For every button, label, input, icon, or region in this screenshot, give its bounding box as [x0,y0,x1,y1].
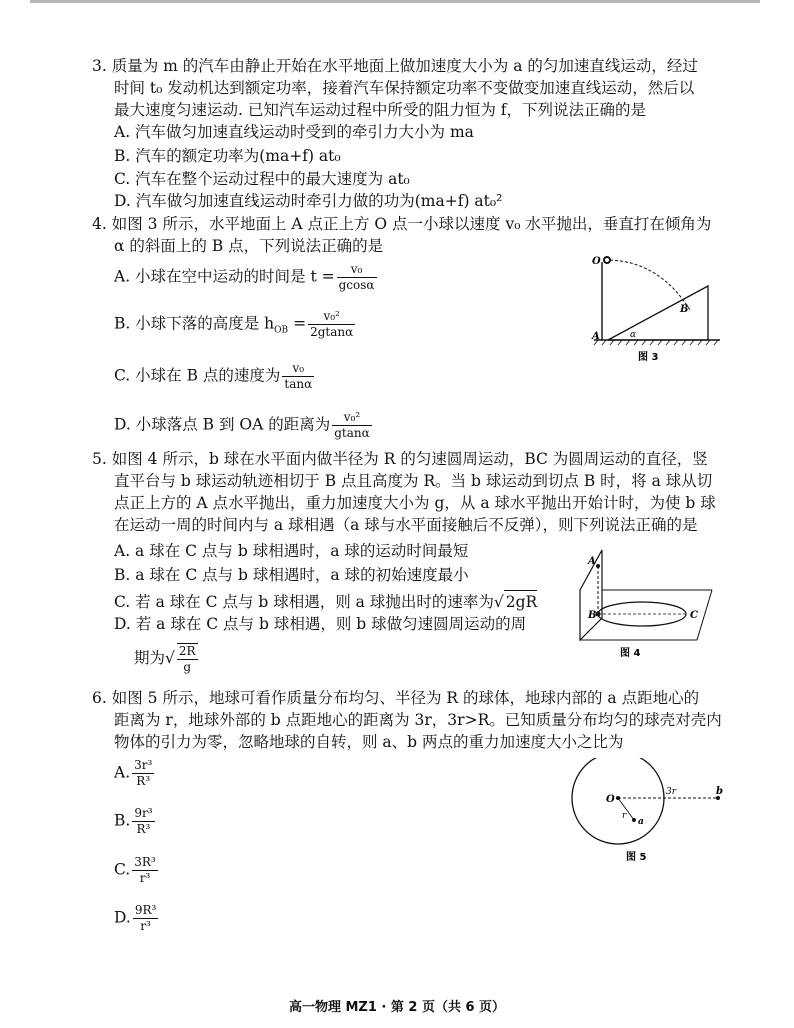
figure-5-drawing [568,758,738,868]
q5-option-c: C. 若 a 球在 C 点与 b 球相遇，则 a 球抛出时的速率为√ 2gR [114,590,537,613]
q4-d-den: gtanα [334,426,370,440]
figure-5 [568,758,738,868]
q6-a-den: R³ [136,774,151,788]
q6-option-c-fraction [132,855,157,886]
q4-line1: 如图 3 所示，水平地面上 A 点正上方 O 点一小球以速度 v₀ 水平抛出，垂直打在倾角为 [111,215,712,233]
q6-option-a-fraction [132,758,154,789]
label-a: A [592,331,600,342]
figure-4 [572,542,714,662]
q6-b-den: R³ [136,822,151,836]
q6-c-num: 3R³ [134,855,156,869]
label-a: A [588,556,596,567]
q3-line1: 质量为 m 的汽车由静止开始在水平地面上做加速度大小为 a 的匀加速直线运动，经过 [111,57,698,75]
q5-option-b: B. a 球在 C 点与 b 球相遇时，a 球的初始速度最小 [114,566,469,584]
q3-option-c: C. 汽车在整个运动过程中的最大速度为 at₀ [114,170,410,188]
q4-option-b-sub: OB [274,325,289,336]
figure-3-drawing [590,252,730,372]
q4-option-a-fraction [337,262,377,293]
q5-line1: 如图 4 所示，b 球在水平面内做半径为 R 的匀速圆周运动，BC 为圆周运动的直径，竖 [111,450,708,468]
q5-d-num: 2R [178,644,196,658]
q4-option-a [114,262,379,293]
earth-circle [572,758,664,844]
q6-option-c [114,855,160,886]
q6-b-num: 9r³ [134,806,153,820]
question-3 [92,55,698,121]
q6-line3: 物体的引力为零，忽略地球的自转，则 a、b 两点的重力加速度大小之比为 [114,733,624,751]
q5-number: 5. [92,450,107,468]
figure-3-caption: 图 3 [638,352,659,363]
question-5 [92,448,716,536]
label-b: B [588,610,597,621]
q5-line4: 在运动一周的时间内与 a 球相遇（a 球与水平面接触后不反弹），则下列说法正确的是 [114,516,698,534]
q4-option-c-fraction [282,361,314,392]
q5-option-d-fraction [177,643,198,675]
q4-option-d-fraction [332,410,372,441]
q4-b-den: 2gtanα [310,325,354,339]
q5-option-a: A. a 球在 C 点与 b 球相遇时，a 球的运动时间最短 [114,542,469,560]
question-6 [92,687,722,753]
q3-number: 3. [92,57,107,75]
q6-option-a-label: A. [114,763,131,782]
q6-number: 6. [92,689,107,707]
q4-option-b-eq: = [288,314,307,333]
page-footer: 高一物理 MZ1 · 第 2 页（共 6 页） [288,1000,506,1015]
top-edge [30,0,760,9]
q4-option-c-text: C. 小球在 B 点的速度为 [114,366,281,385]
label-b: B [680,304,689,315]
q6-option-d-label: D. [114,908,131,927]
q6-c-den: r³ [139,871,151,885]
q4-b-num: v₀² [308,309,355,325]
q6-d-num: 9R³ [134,903,157,917]
q5-option-d-cont: 期为√ $\frac{2R}{g}$ [134,644,196,674]
q4-number: 4. [92,215,107,233]
q5-option-c-radicand: 2gR [504,590,537,613]
q5-line2: 直平台与 b 球运动轨迹相切于 B 点且高度为 R。当 b 球运动到切点 B 时，将 a 球从切 [114,472,713,490]
q4-a-den: gcosα [338,278,375,292]
q5-line3: 点正上方的 A 点水平抛出，重力加速度大小为 g，从 a 球水平抛出开始计时，为使 b 球 [114,494,716,512]
label-o: O [592,256,601,267]
q6-option-a [114,758,156,789]
label-a: a [638,817,644,827]
q4-d-num: v₀² [332,410,372,426]
q6-option-d-fraction [133,903,158,934]
q6-d-den: r³ [140,919,151,933]
q3-option-a: A. 汽车做匀加速直线运动时受到的牵引力大小为 ma [114,123,474,141]
label-b: b [716,786,723,797]
q6-option-c-label: C. [114,860,131,879]
incline [608,286,708,340]
q5-option-d-cont-text: 期为 [134,649,166,667]
q6-option-b-fraction [132,806,154,837]
q5-option-c-text: C. 若 a 球在 C 点与 b 球相遇，则 a 球抛出时的速率为 [114,593,494,611]
label-o: O [606,794,615,805]
q6-option-b-label: B. [114,811,131,830]
plane-right-edge [697,590,712,640]
ball-o [604,257,610,263]
q4-c-den: tanα [284,377,313,391]
q4-c-num: v₀ [282,361,314,377]
figure-4-drawing [572,542,714,662]
q3-option-b: B. 汽车的额定功率为(ma+f) at₀ [114,147,341,165]
q5-d-den: g [183,660,192,674]
q5-option-d: D. 若 a 球在 C 点与 b 球相遇，则 b 球做匀速圆周运动的周 [114,615,527,633]
label-3r: 3r [666,787,677,797]
q4-option-b [114,309,357,342]
q3-option-d: D. 汽车做匀加速直线运动时牵引力做的功为(ma+f) at₀² [114,192,503,210]
point-a [596,564,600,568]
q4-option-c [114,361,316,392]
q3-line2: 时间 t₀ 发动机达到额定功率，接着汽车保持额定功率不变做变加速直线运动，然后以 [114,79,695,97]
point-a [632,818,636,822]
q4-option-d-text: D. 小球落点 B 到 OA 的距离为 [114,415,331,434]
q4-option-a-text: A. 小球在空中运动的时间是 t = [114,267,335,286]
figure-4-caption: 图 4 [620,648,641,659]
figure-3 [590,252,730,372]
label-alpha: α [630,330,637,340]
q6-line2: 距离为 r，地球外部的 b 点距地心的距离为 3r，3r>R。已知质量分布均匀的球壳对壳内 [114,711,722,729]
figure-5-caption: 图 5 [626,852,647,863]
q6-a-num: 3r³ [134,758,153,772]
q4-option-d [114,410,374,441]
q4-line2: α 的斜面上的 B 点，下列说法正确的是 [114,237,384,255]
q3-line3: 最大速度匀速运动. 已知汽车运动过程中所受的阻力恒为 f，下列说法正确的是 [114,101,647,119]
q4-option-b-text: B. 小球下落的高度是 h [114,314,275,333]
question-4 [92,213,711,257]
q6-option-d [114,903,160,934]
q4-option-b-fraction [308,309,355,340]
q4-a-num: v₀ [337,262,377,278]
label-c: C [690,610,698,621]
label-r: r [622,811,627,821]
q6-line1: 如图 5 所示，地球可看作质量分布均匀、半径为 R 的球体，地球内部的 a 点距地心的 [111,689,700,707]
q6-option-b [114,806,157,837]
circular-track [598,602,686,626]
